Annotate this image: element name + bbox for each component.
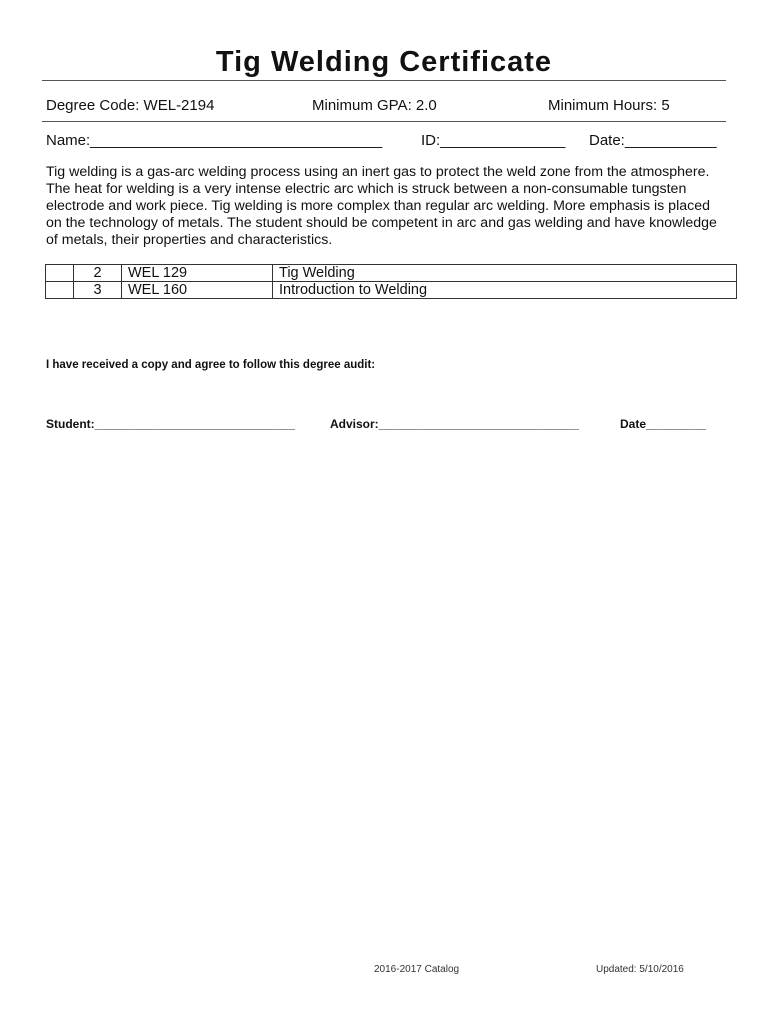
title-divider <box>42 80 726 81</box>
signature-date-line: Date_________ <box>620 417 707 431</box>
id-field: ID:_______________ <box>421 132 566 149</box>
degree-code: Degree Code: WEL-2194 <box>46 97 215 114</box>
course-name: Introduction to Welding <box>273 282 737 299</box>
table-row <box>46 265 737 282</box>
student-info-row <box>46 132 726 152</box>
checkbox-cell <box>46 265 74 282</box>
degree-info-row <box>46 97 726 117</box>
minimum-gpa: Minimum GPA: 2.0 <box>312 97 437 114</box>
info-divider <box>42 121 726 122</box>
checkbox-cell <box>46 282 74 299</box>
course-credits: 3 <box>74 282 122 299</box>
advisor-signature-line: Advisor:______________________________ <box>330 417 579 431</box>
agreement-statement: I have received a copy and agree to follow this degree audit: <box>46 359 376 371</box>
name-field: Name:___________________________________ <box>46 132 383 149</box>
program-description: Tig welding is a gas-arc welding process using an inert gas to protect the weld zone from the atmosphere. The heat for welding is a very intense electric arc which is struck between a non-consumable tungsten electrode and work piece. Tig welding is more complex than regular arc welding. More emphasis is placed on the technology of metals. The student should be competent in arc and gas welding and have knowledge of metals, their properties and characteristics. <box>46 164 717 248</box>
minimum-hours: Minimum Hours: 5 <box>548 97 670 114</box>
course-code: WEL 160 <box>122 282 273 299</box>
student-signature-line: Student:______________________________ <box>46 417 295 431</box>
table-row <box>46 282 737 299</box>
date-field: Date:___________ <box>589 132 717 149</box>
course-table <box>45 264 737 299</box>
footer-updated: Updated: 5/10/2016 <box>596 964 684 975</box>
course-name: Tig Welding <box>273 265 737 282</box>
course-code: WEL 129 <box>122 265 273 282</box>
signature-row <box>46 417 726 433</box>
course-credits: 2 <box>74 265 122 282</box>
page-title: Tig Welding Certificate <box>215 46 553 78</box>
footer-catalog: 2016-2017 Catalog <box>374 964 460 975</box>
